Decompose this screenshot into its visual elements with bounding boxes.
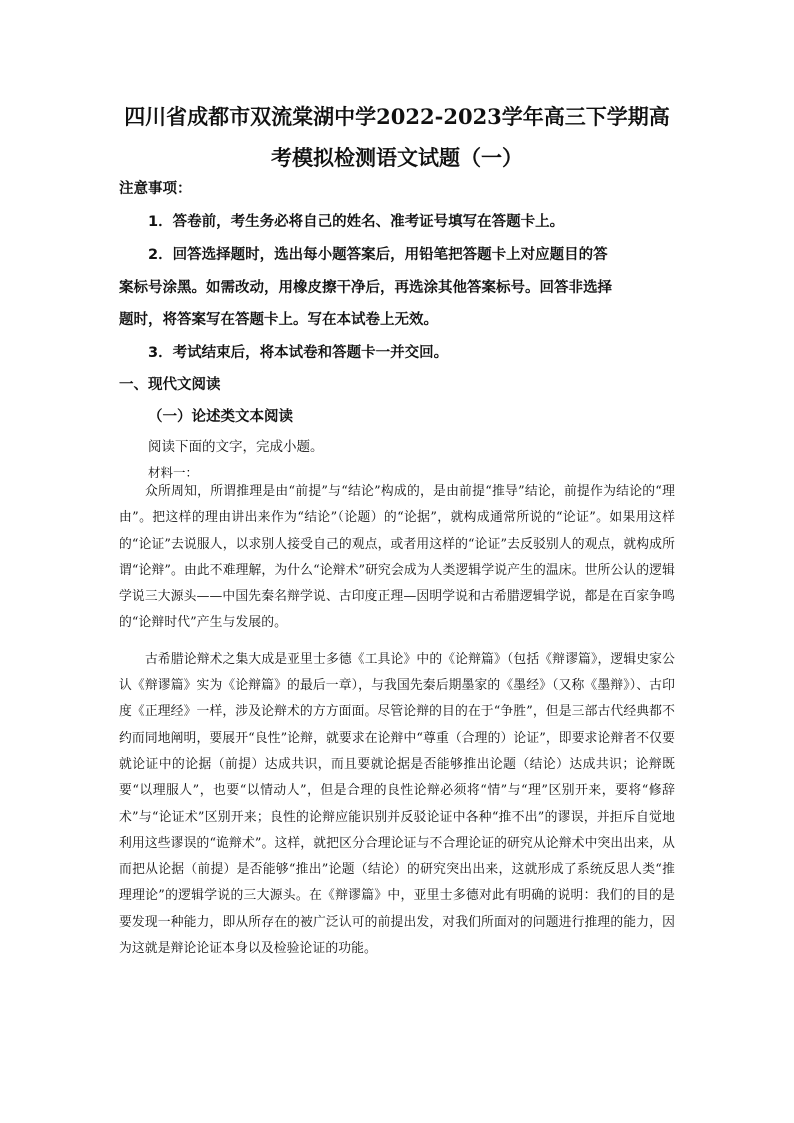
material-1-paragraph-2: 古希腊论辩术之集大成是亚里士多德《工具论》中的《论辩篇》（包括《辩谬篇》，逻辑史家公认《辩谬篇》实为《论辩篇》的最后一章），与我国先秦后期墨家的《墨经》（又称《墨辩》）、古印度《正理经》一样，涉及论辩术的方方面面。尽管论辩的目的在于“争胜”，但是三部古代经典都不约而同地阐明，要展开“良性”论辩，就要求在论辩中“尊重（合理的）论证”，即要求论辩者不仅要就论证中的论据（前提）达成共识，而且要就论据是否能够推出论题（结论）达成共识；论辩既要“以理服人”，也要“以情动人”，但是合理的良性论辩必须将“情”与“理”区别开来，要将“修辞术”与“论证术”区别开来；良性的论辩应能识别并反驳论证中各种“推不出”的谬误，并拒斥自觉地利用这些谬误的“诡辩术”。这样，就把区分合理论证与不合理论证的研究从论辩术中突出出来，从而把从论据（前提）是否能够“推出”论题（结论）的研究突出出来，这就形成了系统反思人类“推理理论”的逻辑学说的三大源头。在《辩谬篇》中，亚里士多德对此有明确的说明：我们的目的是要发现一种能力，即从所存在的被广泛认可的前提出发，对我们所面对的问题进行推理的能力，因为这就是辩论论证本身以及检验论证的功能。 (119, 651, 675, 957)
notice-heading: 注意事项： (119, 181, 192, 197)
notice-item-3: 3．考试结束后，将本试卷和答题卡一并交回。 (148, 345, 449, 361)
subsection-heading: （一）论述类文本阅读 (148, 409, 293, 425)
page-title-line-1: 四川省成都市双流棠湖中学2022-2023学年高三下学期高 (124, 104, 670, 129)
page-title-line-2: 考模拟检测语文试题（一） (271, 145, 523, 170)
material-1-body (119, 479, 675, 962)
material-label: 材料一： (148, 465, 199, 480)
reading-instruction: 阅读下面的文字，完成小题。 (148, 439, 324, 455)
notice-item-1: 1．答卷前，考生务必将自己的姓名、准考证号填写在答题卡上。 (148, 214, 565, 230)
notice-item-2-line-1: 2．回答选择题时，选出每小题答案后，用铅笔把答题卡上对应题目的答 (148, 247, 608, 263)
material-1-paragraph-1: 众所周知，所谓推理是由“前提”与“结论”构成的，是由前提“推导”结论，前提作为结论的“理由”。把这样的理由讲出来作为“结论”（论题）的“论据”，就构成通常所说的“论证”。如果用这样的“论证”去说服人，以求别人接受自己的观点，或者用这样的“论证”去反驳别人的观点，就构成所谓“论辩”。由此不难理解，为什么“论辩术”研究会成为人类逻辑学说产生的温床。世所公认的逻辑学说三大源头——中国先秦名辩学说、古印度正理—因明学说和古希腊逻辑学说，都是在百家争鸣的“论辩时代”产生与发展的。 (119, 484, 675, 631)
notice-item-2-line-3: 题时，将答案写在答题卡上。写在本试卷上无效。 (119, 312, 438, 328)
notice-item-2-line-2: 案标号涂黑。如需改动，用橡皮擦干净后，再选涂其他答案标号。回答非选择 (119, 280, 612, 296)
section-heading: 一、现代文阅读 (119, 377, 221, 393)
